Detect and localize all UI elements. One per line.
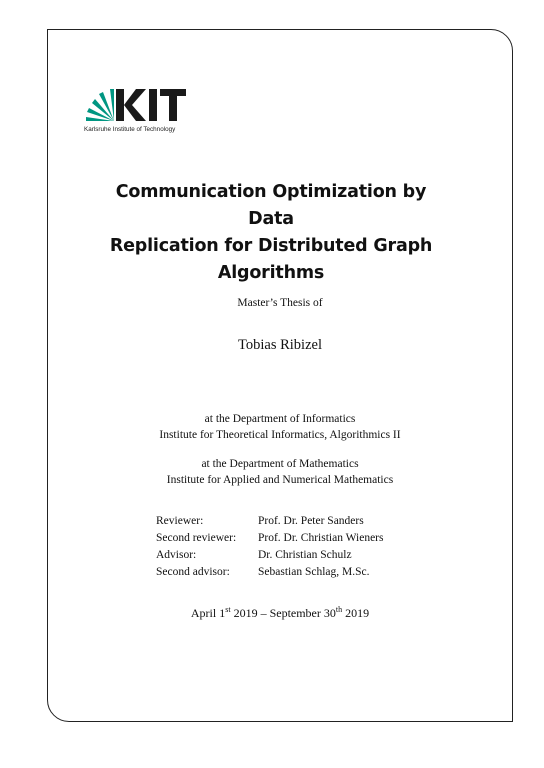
author-name: Tobias Ribizel [238,337,322,353]
date-part: April 1 [190,606,226,620]
role-row [156,564,384,581]
title-line: Replication for Distributed Graph [109,236,433,256]
thesis-period [47,606,513,621]
institute-line: Institute for Applied and Numerical Mathematics [166,474,394,486]
role-name: Sebastian Schlag, M.Sc. [258,566,370,578]
role-row [156,513,384,530]
role-row [156,547,384,564]
role-name: Dr. Christian Schulz [258,549,352,561]
logo-subtitle: Karlsruhe Institute of Technology [84,126,176,133]
role-label: Reviewer: [156,515,204,527]
department-informatics [47,411,513,443]
date-ordinal: st [225,605,231,614]
date-part: 2019 – September 30 [233,606,336,620]
date-ordinal: th [335,605,343,614]
department-line: at the Department of Informatics [204,413,356,425]
department-mathematics [47,456,513,488]
role-label: Second advisor: [156,566,230,578]
institute-line: Institute for Theoretical Informatics, Algorithmics II [159,429,401,441]
role-name: Prof. Dr. Peter Sanders [258,515,364,527]
date-part: 2019 [345,606,370,620]
thesis-type: Master’s Thesis of [237,297,323,309]
kit-fan-icon [86,89,114,121]
reviewers-table [156,513,384,581]
thesis-title [90,179,452,287]
department-line: at the Department of Mathematics [201,458,359,470]
role-label: Advisor: [156,549,197,561]
role-name: Prof. Dr. Christian Wieners [258,532,384,544]
kit-wordmark [116,89,186,121]
title-line: Algorithms [217,263,325,283]
role-row [156,530,384,547]
title-line: Communication Optimization by Data [115,182,427,229]
role-label: Second reviewer: [156,532,237,544]
